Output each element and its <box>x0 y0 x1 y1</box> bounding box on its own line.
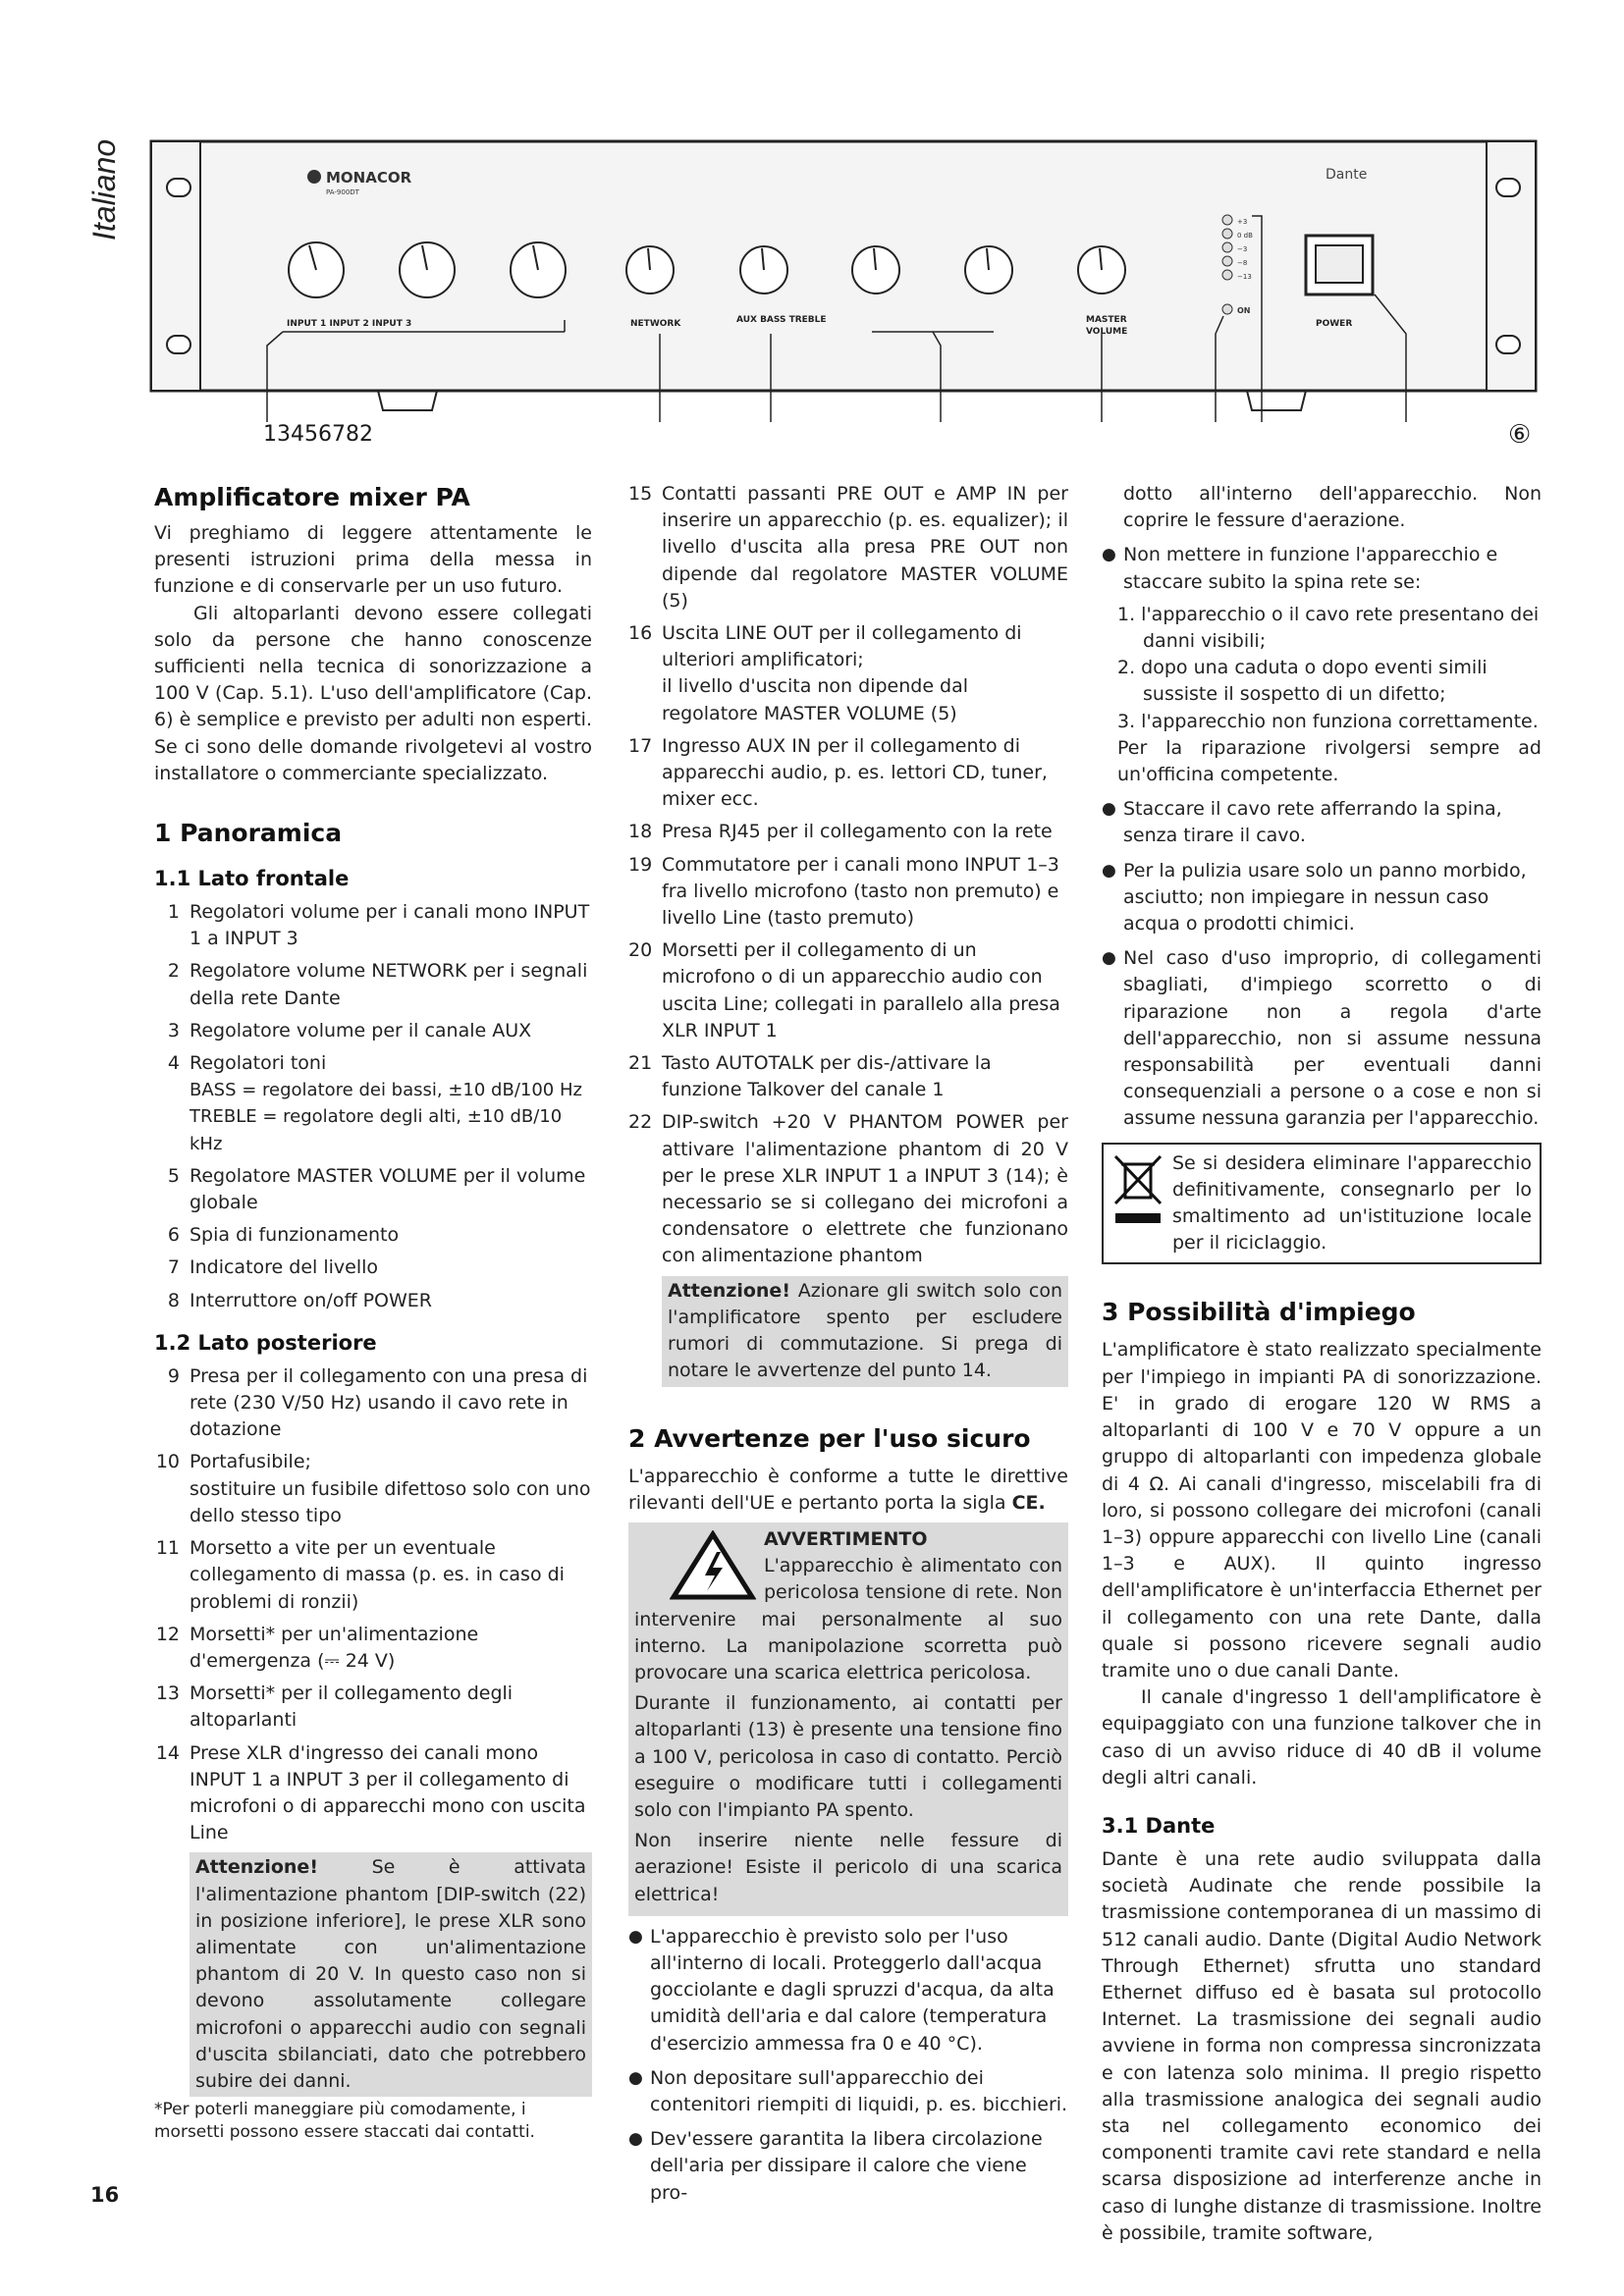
bullet-text: Per la pulizia usare solo un panno morbido, asciutto; non impiegare in nessun caso acqua o prodotti chimici. <box>1123 859 1527 935</box>
item-number: 7 <box>167 1256 180 1279</box>
item-number: 18 <box>628 821 653 843</box>
warning-text: L'apparecchio è alimentato con pericolosa tensione di rete. Non intervenire mai personalmente al suo interno. La manipolazione scorretta può provocare una scarica elettrica pericolosa. <box>634 1555 1062 1683</box>
inputs-label: INPUT 1 INPUT 2 INPUT 3 <box>287 319 412 329</box>
crossed-bin-icon <box>1111 1150 1164 1229</box>
section-2-intro-text: L'apparecchio è conforme a tutte le direttive rilevanti dell'UE e pertanto porta la sigla <box>628 1465 1068 1514</box>
intro-paragraph-1: Vi preghiamo di leggere attentamente le presenti istruzioni prima della messa in funzione e di conservarle per un uso futuro. <box>154 522 592 598</box>
bullet-text: L'apparecchio è previsto solo per l'uso all'interno di locali. Proteggerlo dall'acqua gocciolante e dagli spruzzi d'acqua, da alta umidità dell'aria e dal calore (temperatura d'esercizio ammessa fra 0 e 40 °C). <box>650 1925 1055 2055</box>
item-text: Morsetto a vite per un eventuale collegamento di massa (p. es. in caso di problemi di ronzii) <box>189 1537 565 1613</box>
bullet-dot-icon: ● <box>1102 799 1116 820</box>
item-text: Tasto AUTOTALK per dis-/attivare la funzione Talkover del canale 1 <box>662 1052 992 1101</box>
list-item <box>154 1255 592 1281</box>
ce-mark: CE. <box>1011 1491 1046 1514</box>
bullet-dot-icon: ● <box>628 1926 643 1947</box>
recycling-text: Se si desidera eliminare l'apparecchio definitivamente, consegnarlo per lo smaltimento ad un'istituzione locale per il riciclaggio. <box>1172 1151 1532 1255</box>
item-number: 21 <box>628 1052 653 1075</box>
power-label: POWER <box>1316 319 1353 329</box>
list-item <box>154 1740 592 1847</box>
item-text: Presa RJ45 per il collegamento con la rete <box>662 821 1053 843</box>
bullet-dot-icon: ● <box>1102 860 1116 881</box>
warning-label: AVVERTIMENTO <box>764 1527 928 1550</box>
bullet-item <box>1102 542 1542 595</box>
list-item <box>154 1050 592 1157</box>
item-text: Morsetti* per il collegamento degli altoparlanti <box>189 1682 514 1732</box>
aux-bass-treble-label: AUX BASS TREBLE <box>736 315 827 325</box>
item-text: Prese XLR d'ingresso dei canali mono INPUT 1 a INPUT 3 per il collegamento di microfoni o di apparecchi mono con uscita Line <box>189 1741 586 1844</box>
led-label-3: −3 <box>1237 245 1248 253</box>
section-3-paragraph-2: Il canale d'ingresso 1 dell'amplificatore è equipaggiato con una funzione talkover che in caso di un avviso riduce di 40 dB il volume degli altri canali. <box>1102 1686 1542 1789</box>
list-item <box>154 1018 592 1044</box>
dante-logo: Dante <box>1326 167 1368 183</box>
master-label: MASTER <box>1086 315 1127 325</box>
led-label-1: +3 <box>1237 218 1248 226</box>
item-text: DIP-switch +20 V PHANTOM POWER per attivare l'alimentazione phantom di 20 V per le prese XLR INPUT 1 a INPUT 3 (14); è necessario se si collegano dei microfoni a condensatore o elettrete che funzionano con alimentazione phantom <box>662 1111 1068 1267</box>
item-number: 20 <box>628 939 653 962</box>
footnote: *Per poterli maneggiare più comodamente, i morsetti possono essere staccati dai contatti. <box>154 2100 535 2142</box>
language-tab: Italiano <box>86 138 122 240</box>
monacor-logo-icon <box>307 170 321 184</box>
bullet-text: Dev'essere garantita la libera circolazione dell'aria per dissipare il calore che viene pro- <box>650 2128 1043 2204</box>
bullet-item <box>628 2065 1068 2118</box>
list-item <box>628 852 1068 933</box>
section-3-paragraph-1: L'amplificatore è stato realizzato specialmente per l'impiego in impianti PA di sonorizzazione. E' in grado di erogare 120 W RMS a altoparlanti di 100 V e 70 V oppure a un gruppo di altoparlanti con impedenza globale di 4 Ω. Ai canali d'ingresso, miscelabili fra di loro, si possono collegare dei microfoni (canali 1–3) oppure apparecchi con livello Line (canali 1–3 e AUX). Il quinto ingresso dell'amplificatore è un'interfaccia Ethernet per il collegamento con una rete Dante, dalla quale si possono ricevere segnali audio tramite uno o due canali Dante. <box>1102 1339 1542 1682</box>
section-3-1-title: 3.1 Dante <box>1102 1813 1216 1838</box>
bullet-item <box>628 1924 1068 2057</box>
sublist-item: 3. l'apparecchio non funziona correttamente. <box>1117 710 1539 732</box>
recycling-box <box>1102 1143 1542 1265</box>
page-number: 16 <box>90 2183 120 2207</box>
callout-numbers: 13456782 <box>263 422 373 447</box>
item-number: 8 <box>167 1289 180 1311</box>
dante-paragraph: Dante è una rete audio sviluppata dalla società Audinate che rende possibile la trasmissione contemporanea di un massimo di 512 canali audio. Dante (Digital Audio Network Through Ethernet) sfrutta uno standard Ethernet diffuso ed è basata sul protocollo Internet. La trasmissione dei segnali audio avviene in forma non compressa sincronizzata e con latenza solo minima. Il pregio rispetto alla trasmissione analogica dei segnali audio sta nel collegamento economico dei componenti tramite cavi rete standard e nella scarsa disposizione ad interferenze anche in caso di lunghe distanze di trasmissione. Inoltre è possibile, tramite software, <box>1102 1847 1542 2244</box>
intro-paragraph-2: Gli altoparlanti devono essere collegati solo da persone che hanno conoscenze sufficienti nella tecnica di sonorizzazione a 100 V (Cap. 5.1). L'uso dell'amplificatore (Cap. 6) è semplice e previsto per adulti non esperti. Se ci sono delle domande rivolgetevi al vostro installatore o commerciante specializzato. <box>154 602 592 784</box>
bullet-item <box>1102 945 1542 1132</box>
bullet-item <box>1102 796 1542 849</box>
front-panel-figure <box>147 137 1542 432</box>
item-number: 14 <box>155 1741 180 1764</box>
bullet-item <box>628 2126 1068 2207</box>
list-item <box>628 819 1068 845</box>
item-text: Indicatore del livello <box>189 1256 379 1279</box>
list-item <box>628 937 1068 1044</box>
section-2-intro <box>628 1464 1068 1517</box>
column-2 <box>628 481 1068 2213</box>
list-item <box>154 1681 592 1734</box>
item-number: 15 <box>628 483 653 505</box>
list-item <box>628 1050 1068 1103</box>
item-number: 5 <box>167 1164 180 1187</box>
item-text: Morsetti per il collegamento di un microfono o di un apparecchio audio con uscita Line; collegati in parallelo alla presa XLR INPUT 1 <box>662 939 1060 1041</box>
treble-line: TREBLE = regolatore degli alti, ±10 dB/10 kHz <box>189 1106 563 1154</box>
bullet-dot-icon: ● <box>628 2129 643 2150</box>
list-item <box>154 1622 592 1675</box>
doc-title: Amplificatore mixer PA <box>154 483 470 511</box>
list-item <box>628 481 1068 614</box>
item-text: Interruttore on/off POWER <box>189 1289 432 1311</box>
bullet-dot-icon: ● <box>628 2067 643 2088</box>
attention-text: Azionare gli switch solo con l'amplificatore spento per escludere rumori di commutazione. Si prega di notare le avvertenze del punto 14. <box>668 1279 1062 1382</box>
item-number: 2 <box>167 960 180 983</box>
item-number: 4 <box>167 1052 180 1075</box>
item-text: Regolatori volume per i canali mono INPUT 1 a INPUT 3 <box>189 901 590 950</box>
list-item <box>154 1449 592 1529</box>
sublist-item: 2. dopo una caduta o dopo eventi simili sussiste il sospetto di un difetto; <box>1117 657 1488 706</box>
item-text: Morsetti* per un'alimentazione d'emergenza (⎓ 24 V) <box>189 1623 479 1672</box>
bullet-dot-icon: ● <box>1102 948 1116 969</box>
section-1-title: 1 Panoramica <box>154 819 343 848</box>
led-label-5: −13 <box>1237 273 1252 281</box>
item-text: Presa per il collegamento con una presa di rete (230 V/50 Hz) usando il cavo rete in dotazione <box>189 1364 588 1441</box>
numbered-sublist <box>1102 602 1542 735</box>
bass-line: BASS = regolatore dei bassi, ±10 dB/100 Hz <box>189 1080 582 1101</box>
attention-text: Se è attivata l'alimentazione phantom [DIP-switch (22) in posizione inferiore], le prese XLR sono alimentate con un'alimentazione phantom di 20 V. In questo caso non si devono assolutamente collegare microfoni o apparecchi audio con segnali d'uscita sbilanciati, dato che potrebbero subire dei danni. <box>195 1856 586 2092</box>
item-text: Regolatore volume NETWORK per i segnali della rete Dante <box>189 960 588 1009</box>
item-text: Commutatore per i canali mono INPUT 1–3 fra livello microfono (tasto non premuto) e livello Line (tasto premuto) <box>662 853 1059 930</box>
item-number: 16 <box>628 622 653 645</box>
figure-number: ⑥ <box>1508 420 1532 450</box>
bullet-text: Staccare il cavo rete afferrando la spina, senza tirare il cavo. <box>1123 798 1502 847</box>
bullet-item <box>1102 858 1542 938</box>
item-text: Uscita LINE OUT per il collegamento di ulteriori amplificatori; <box>662 622 1022 671</box>
item-text: Regolatore MASTER VOLUME per il volume globale <box>189 1164 586 1214</box>
bullet-text: Nel caso d'uso improprio, di collegamenti sbagliati, d'impiego scorretto o di riparazione non a regola d'arte dell'apparecchio, non si assume nessuna responsabilità per eventuali danni consequenziali a persone o a cose e non si assume nessuna garanzia per l'apparecchio. <box>1123 947 1542 1130</box>
model-label: PA-900DT <box>326 188 359 196</box>
section-3-title: 3 Possibilità d'impiego <box>1102 1298 1416 1327</box>
list-item <box>154 1535 592 1616</box>
item-number: 11 <box>155 1537 180 1560</box>
attention-label: Attenzione! <box>195 1856 318 1879</box>
list-item <box>154 899 592 952</box>
item-number: 12 <box>155 1623 180 1645</box>
volume-label: VOLUME <box>1086 327 1128 337</box>
warning-paragraph-3: Non inserire niente nelle fessure di aerazione! Esiste il pericolo di una scarica elettrica! <box>634 1830 1062 1905</box>
warning-paragraph-2: Durante il funzionamento, ai contatti per altoparlanti (13) è presente una tensione fino a 100 V, pericolosa in caso di contatto. Perciò eseguire o modificare tutti i collegamenti solo con l'impianto PA spento. <box>634 1692 1062 1821</box>
list-item <box>154 1222 592 1249</box>
item-text: Spia di funzionamento <box>189 1224 400 1247</box>
column-3 <box>1102 481 1542 2247</box>
front-panel-drawing <box>147 137 1542 432</box>
list-item <box>154 1163 592 1216</box>
section-1-1-title: 1.1 Lato frontale <box>154 867 350 891</box>
sublist-item: 1. l'apparecchio o il cavo rete presentano dei danni visibili; <box>1117 603 1540 653</box>
list-item <box>628 1109 1068 1269</box>
bullet-dot-icon: ● <box>1102 545 1116 565</box>
item-text: Contatti passanti PRE OUT e AMP IN per inserire un apparecchio (p. es. equalizer); il livello d'uscita alla presa PRE OUT non dipende dal regolatore MASTER VOLUME (5) <box>662 483 1068 612</box>
list-item <box>628 620 1068 727</box>
brand-label: MONACOR <box>326 169 412 187</box>
item-number: 3 <box>167 1019 180 1041</box>
list-item <box>628 733 1068 814</box>
led-label-2: 0 dB <box>1237 232 1253 240</box>
repair-note: Per la riparazione rivolgersi sempre ad un'officina competente. <box>1117 736 1542 786</box>
section-1-2-title: 1.2 Lato posteriore <box>154 1330 377 1355</box>
network-label: NETWORK <box>630 319 681 329</box>
item-number: 9 <box>167 1364 180 1387</box>
item-number: 10 <box>155 1451 180 1473</box>
item-text: Regolatore volume per il canale AUX <box>189 1019 532 1041</box>
line-out-note: il livello d'uscita non dipende dal regolatore MASTER VOLUME (5) <box>662 675 969 724</box>
high-voltage-warning-icon <box>670 1530 756 1601</box>
list-item <box>154 1363 592 1444</box>
item-text: Portafusibile; <box>189 1451 311 1473</box>
led-label-4: −8 <box>1237 259 1248 267</box>
warning-box <box>628 1522 1068 1916</box>
item-number: 13 <box>155 1682 180 1705</box>
item-number: 6 <box>167 1224 180 1247</box>
item-text: Regolatori toni <box>189 1052 327 1075</box>
bullet-text: Non mettere in funzione l'apparecchio e staccare subito la spina rete se: <box>1123 544 1498 593</box>
column-1 <box>154 481 592 2103</box>
item-number: 19 <box>628 853 653 876</box>
attention-label: Attenzione! <box>668 1279 790 1302</box>
item-number: 17 <box>628 734 653 757</box>
list-item <box>154 1288 592 1314</box>
item-text: Ingresso AUX IN per il collegamento di apparecchi audio, p. es. lettori CD, tuner, mixer ecc. <box>662 734 1048 811</box>
fuse-note: sostituire un fusibile difettoso solo con uno dello stesso tipo <box>189 1477 591 1526</box>
warning-paragraph-1 <box>634 1526 1062 1686</box>
attention-box-14 <box>189 1852 592 2097</box>
section-2-title: 2 Avvertenze per l'uso sicuro <box>628 1423 1031 1453</box>
attention-box-22 <box>662 1276 1068 1387</box>
item-number: 22 <box>628 1111 653 1134</box>
item-number: 1 <box>167 901 180 924</box>
continued-text: dotto all'interno dell'apparecchio. Non coprire le fessure d'aerazione. <box>1123 483 1542 532</box>
bullet-text: Non depositare sull'apparecchio dei contenitori riempiti di liquidi, p. es. bicchieri. <box>650 2066 1068 2115</box>
on-label: ON <box>1237 306 1251 315</box>
list-item <box>154 958 592 1011</box>
